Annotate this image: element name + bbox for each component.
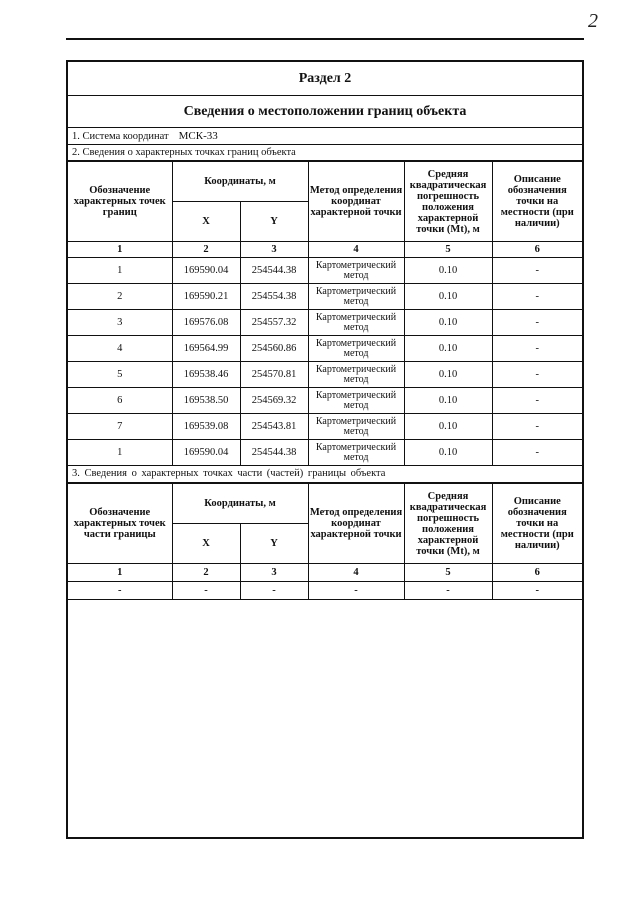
cell-method: Картометрический метод [308,310,404,336]
col-number: 5 [404,242,492,258]
section-title: Раздел 2 [68,62,582,96]
cell-description: - [492,440,582,466]
col-number: 3 [240,564,308,582]
table-row [68,310,582,336]
cell-description: - [492,258,582,284]
page-number: 2 [588,10,598,32]
section-subtitle: Сведения о местоположении границ объекта [68,96,582,128]
header-y: Y [240,524,308,564]
cell-y: 254544.38 [240,440,308,466]
blank-area [68,602,582,837]
cell-description: - [492,388,582,414]
section2-label: 2. Сведения о характерных точках границ объекта [68,145,582,161]
cell-point: 1 [68,258,172,284]
col-number: 6 [492,564,582,582]
cell-description: - [492,414,582,440]
table-row [68,582,582,600]
col-number: 1 [68,564,172,582]
cell-error: 0.10 [404,388,492,414]
cell-method: Картометрический метод [308,336,404,362]
table-row [68,388,582,414]
col-number: 3 [240,242,308,258]
cell-y: 254570.81 [240,362,308,388]
column-numbers-row [68,242,582,258]
coord-system-value: МСК-33 [178,130,218,142]
col-number: 4 [308,564,404,582]
col-number: 4 [308,242,404,258]
cell-description: - [492,284,582,310]
header-designation: Обозначение характерных точек части границы [68,484,172,564]
column-numbers-row [68,564,582,582]
boundary-points-table [68,161,582,466]
header-method: Метод определения координат характерной точки [308,484,404,564]
col-number: 5 [404,564,492,582]
cell-x: 169538.50 [172,388,240,414]
header-x: X [172,524,240,564]
cell-y: 254557.32 [240,310,308,336]
cell-error: 0.10 [404,284,492,310]
header-y: Y [240,202,308,242]
table-row [68,258,582,284]
cell-method: Картометрический метод [308,414,404,440]
cell-method: - [308,582,404,600]
header-method: Метод определения координат характерной точки [308,162,404,242]
top-rule [66,38,584,40]
header-coordinates: Координаты, м [172,484,308,524]
cell-point: 4 [68,336,172,362]
cell-x: 169538.46 [172,362,240,388]
table-row [68,362,582,388]
col-number: 2 [172,564,240,582]
cell-x: 169590.04 [172,258,240,284]
coord-system-row [68,128,582,145]
cell-y: 254544.38 [240,258,308,284]
header-error: Средняя квадратическая погрешность положения характерной точки (Mt), м [404,484,492,564]
col-number: 1 [68,242,172,258]
document-frame [66,60,584,839]
cell-description: - [492,362,582,388]
header-error: Средняя квадратическая погрешность положения характерной точки (Mt), м [404,162,492,242]
cell-point: 1 [68,440,172,466]
cell-point: 3 [68,310,172,336]
cell-x: - [172,582,240,600]
cell-x: 169576.08 [172,310,240,336]
cell-error: 0.10 [404,414,492,440]
cell-y: 254554.38 [240,284,308,310]
cell-error: 0.10 [404,336,492,362]
cell-error: - [404,582,492,600]
cell-x: 169590.04 [172,440,240,466]
table-row [68,440,582,466]
cell-error: 0.10 [404,310,492,336]
cell-description: - [492,582,582,600]
table-row [68,414,582,440]
cell-method: Картометрический метод [308,258,404,284]
section3-label: 3. Сведения о характерных точках части (частей) границы объекта [68,465,582,483]
cell-error: 0.10 [404,440,492,466]
cell-y: 254569.32 [240,388,308,414]
col-number: 2 [172,242,240,258]
cell-point: - [68,582,172,600]
cell-y: 254560.86 [240,336,308,362]
cell-point: 2 [68,284,172,310]
header-coordinates: Координаты, м [172,162,308,202]
cell-method: Картометрический метод [308,388,404,414]
header-description: Описание обозначения точки на местности (при наличии) [492,162,582,242]
header-designation: Обозначение характерных точек границ [68,162,172,242]
part-boundary-points-table [68,483,582,600]
cell-y: 254543.81 [240,414,308,440]
table-row [68,284,582,310]
coord-system-label: 1. Система координат [72,130,169,142]
cell-point: 6 [68,388,172,414]
cell-error: 0.10 [404,258,492,284]
cell-x: 169590.21 [172,284,240,310]
header-description: Описание обозначения точки на местности (при наличии) [492,484,582,564]
cell-method: Картометрический метод [308,284,404,310]
cell-method: Картометрический метод [308,362,404,388]
header-x: X [172,202,240,242]
col-number: 6 [492,242,582,258]
table-row [68,336,582,362]
cell-x: 169539.08 [172,414,240,440]
cell-error: 0.10 [404,362,492,388]
cell-method: Картометрический метод [308,440,404,466]
cell-x: 169564.99 [172,336,240,362]
cell-point: 5 [68,362,172,388]
cell-description: - [492,336,582,362]
cell-point: 7 [68,414,172,440]
cell-y: - [240,582,308,600]
cell-description: - [492,310,582,336]
